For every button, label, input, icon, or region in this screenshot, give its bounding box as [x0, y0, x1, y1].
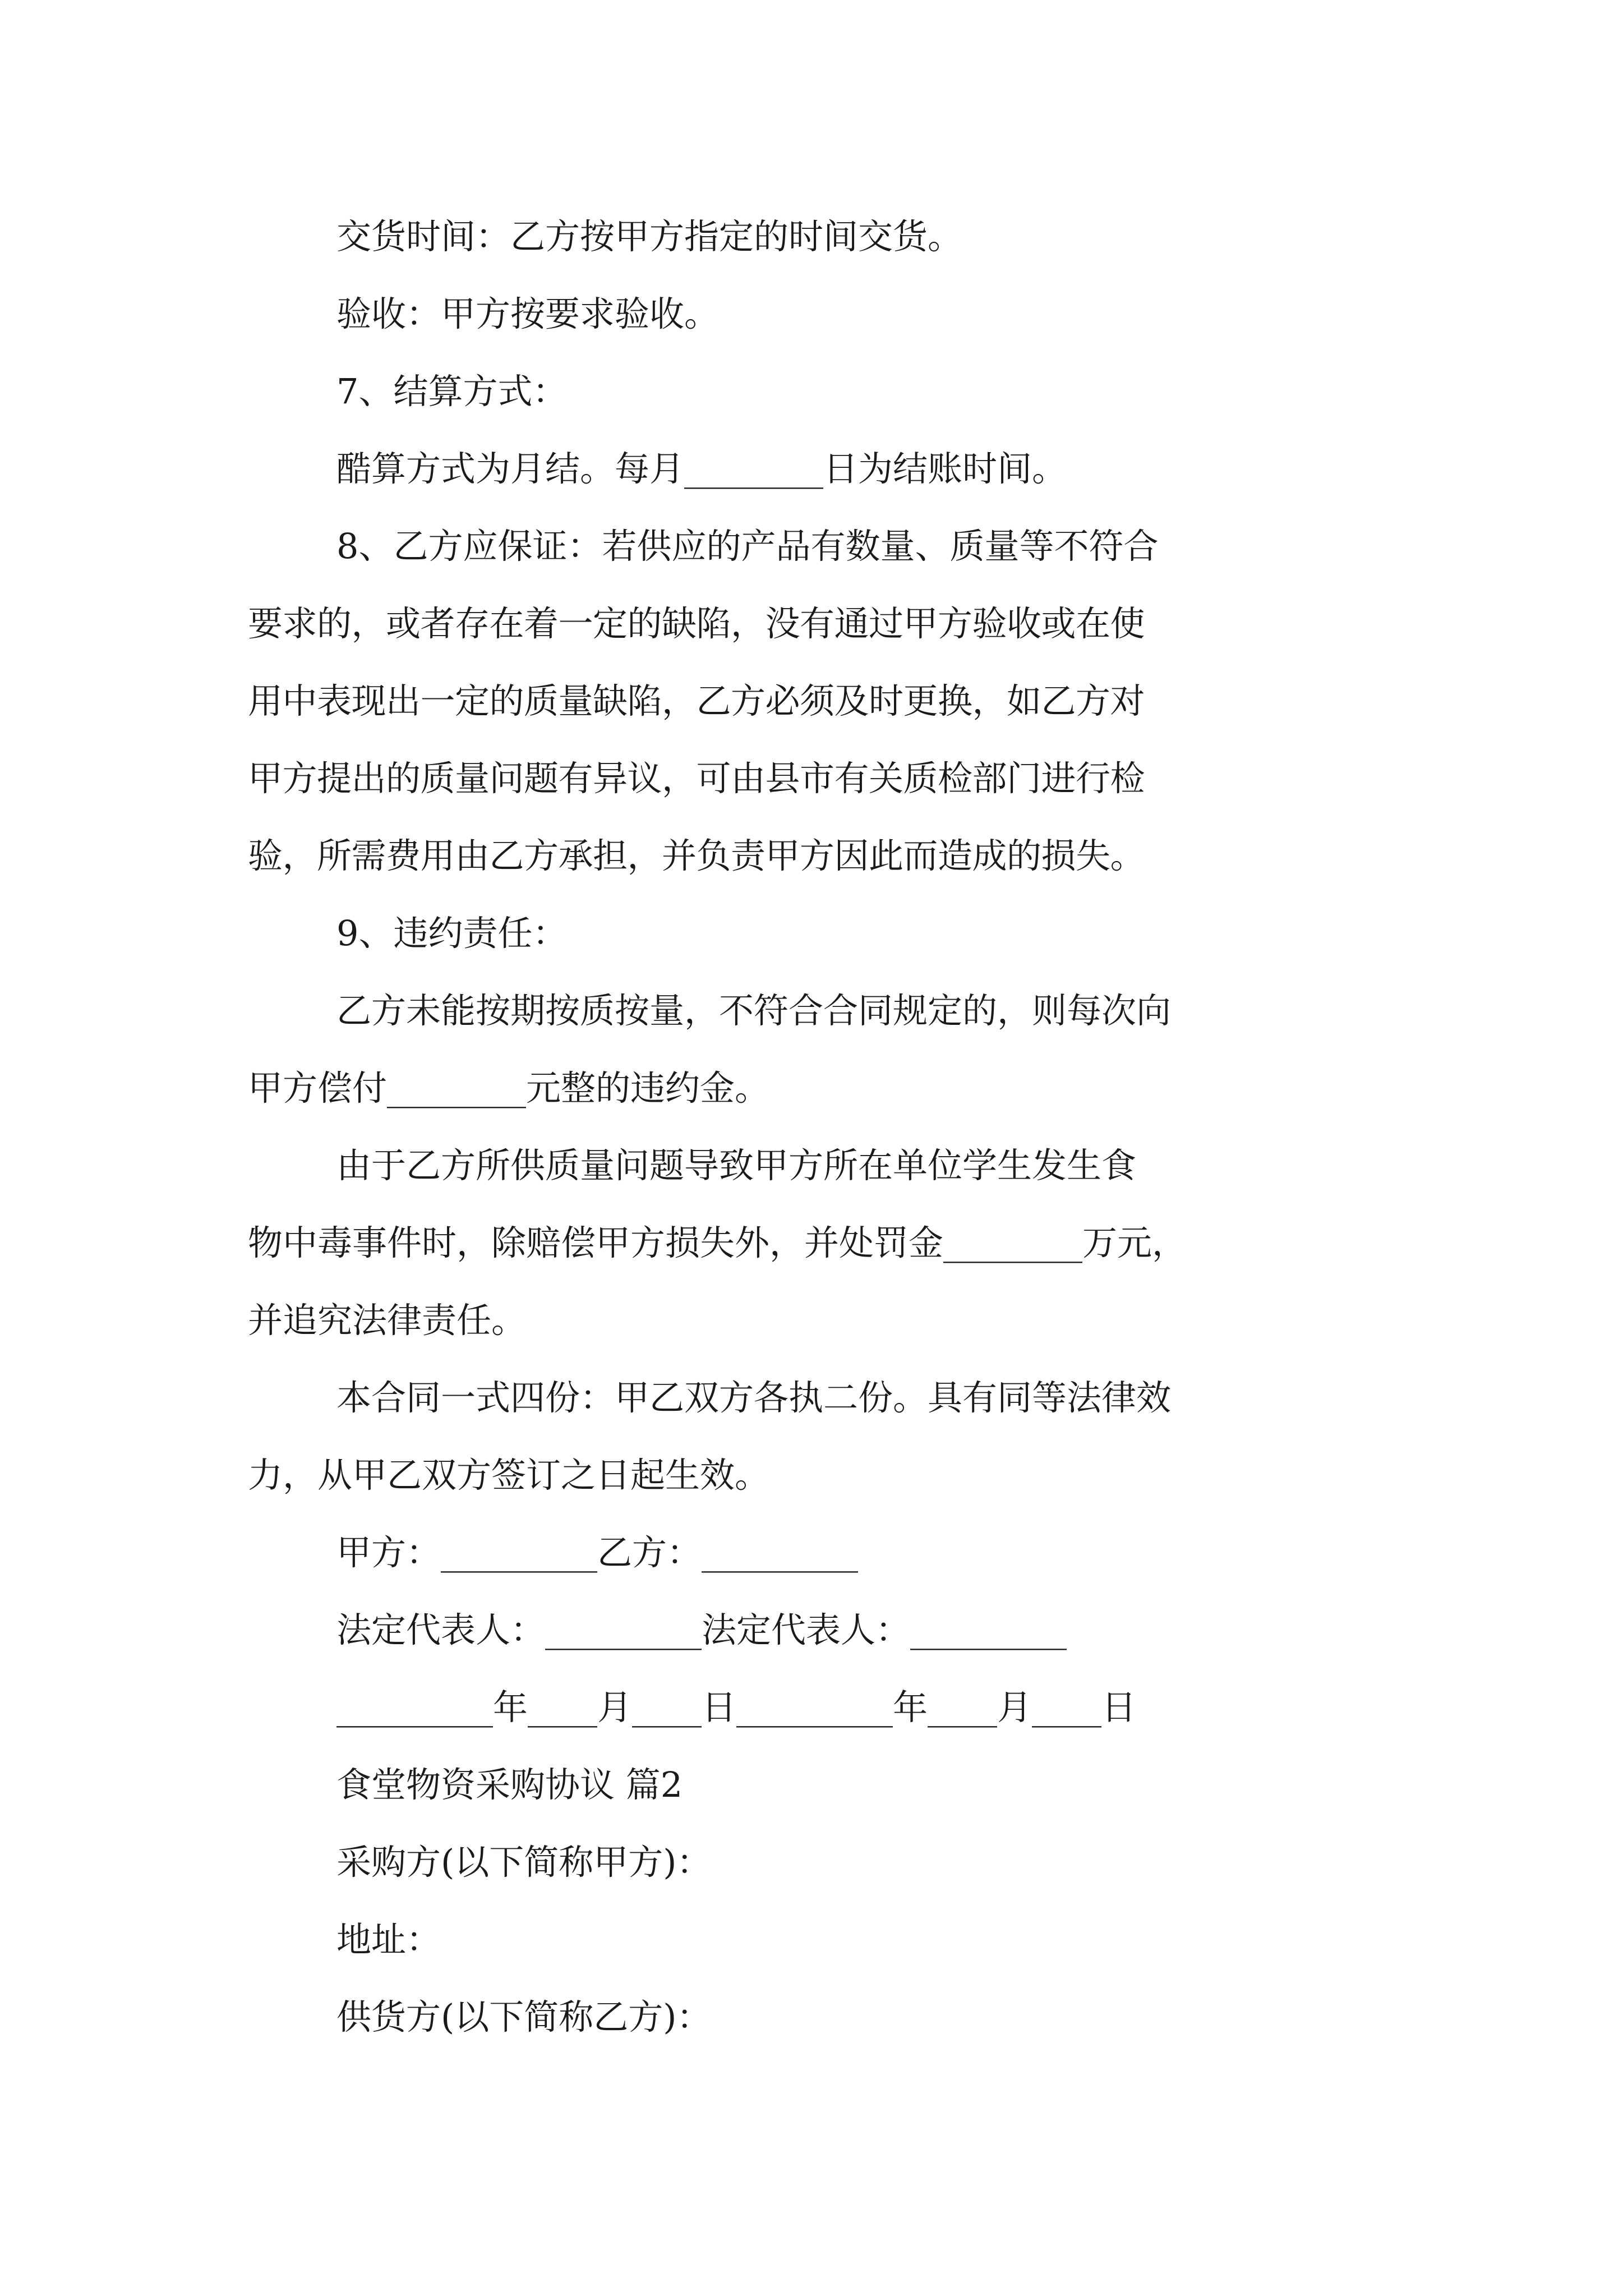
address-line: 地址：	[336, 1919, 441, 1960]
signature-representatives-line: 法定代表人：_________法定代表人：_________	[336, 1609, 1067, 1650]
section-2-title: 食堂物资采购协议 篇2	[336, 1764, 683, 1805]
signature-date-line: _________年____月____日_________年____月____日	[336, 1687, 1136, 1728]
guarantee-clause-line-3: 用中表现出一定的质量缺陷，乙方必须及时更换，如乙方对	[248, 680, 1145, 721]
food-poisoning-clause-line-2: 物中毒事件时，除赔偿甲方损失外，并处罚金________万元，	[248, 1222, 1187, 1263]
guarantee-clause-line-1: 8、乙方应保证：若供应的产品有数量、质量等不符合	[336, 526, 1159, 567]
signature-parties-line: 甲方：_________乙方：_________	[336, 1532, 859, 1573]
settlement-method-line: 酷算方式为月结。每月________日为结账时间。	[336, 448, 1067, 489]
copies-clause-line-1: 本合同一式四份：甲乙双方各执二份。具有同等法律效	[336, 1377, 1172, 1418]
food-poisoning-clause-line-3: 并追究法律责任。	[248, 1300, 527, 1341]
food-poisoning-clause-line-1: 由于乙方所供质量问题导致甲方所在单位学生发生食	[336, 1145, 1137, 1186]
acceptance-line: 验收：甲方按要求验收。	[336, 293, 720, 334]
copies-clause-line-2: 力，从甲乙双方签订之日起生效。	[248, 1455, 770, 1496]
breach-clause-line-2: 甲方偿付________元整的违约金。	[248, 1068, 770, 1108]
guarantee-clause-line-5: 验，所需费用由乙方承担，并负责甲方因此而造成的损失。	[248, 835, 1145, 876]
guarantee-clause-line-4: 甲方提出的质量问题有异议，可由县市有关质检部门进行检	[248, 758, 1145, 799]
supplier-line: 供货方(以下简称乙方)：	[336, 1996, 712, 2037]
breach-clause-line-1: 乙方未能按期按质按量，不符合合同规定的，则每次向	[336, 990, 1172, 1031]
guarantee-clause-line-2: 要求的，或者存在着一定的缺陷，没有通过甲方验收或在使	[248, 603, 1145, 644]
settlement-heading: 7、结算方式：	[336, 371, 568, 412]
breach-heading: 9、违约责任：	[336, 913, 568, 954]
purchaser-line: 采购方(以下简称甲方)：	[336, 1842, 712, 1883]
delivery-time-line: 交货时间：乙方按甲方指定的时间交货。	[336, 216, 963, 257]
